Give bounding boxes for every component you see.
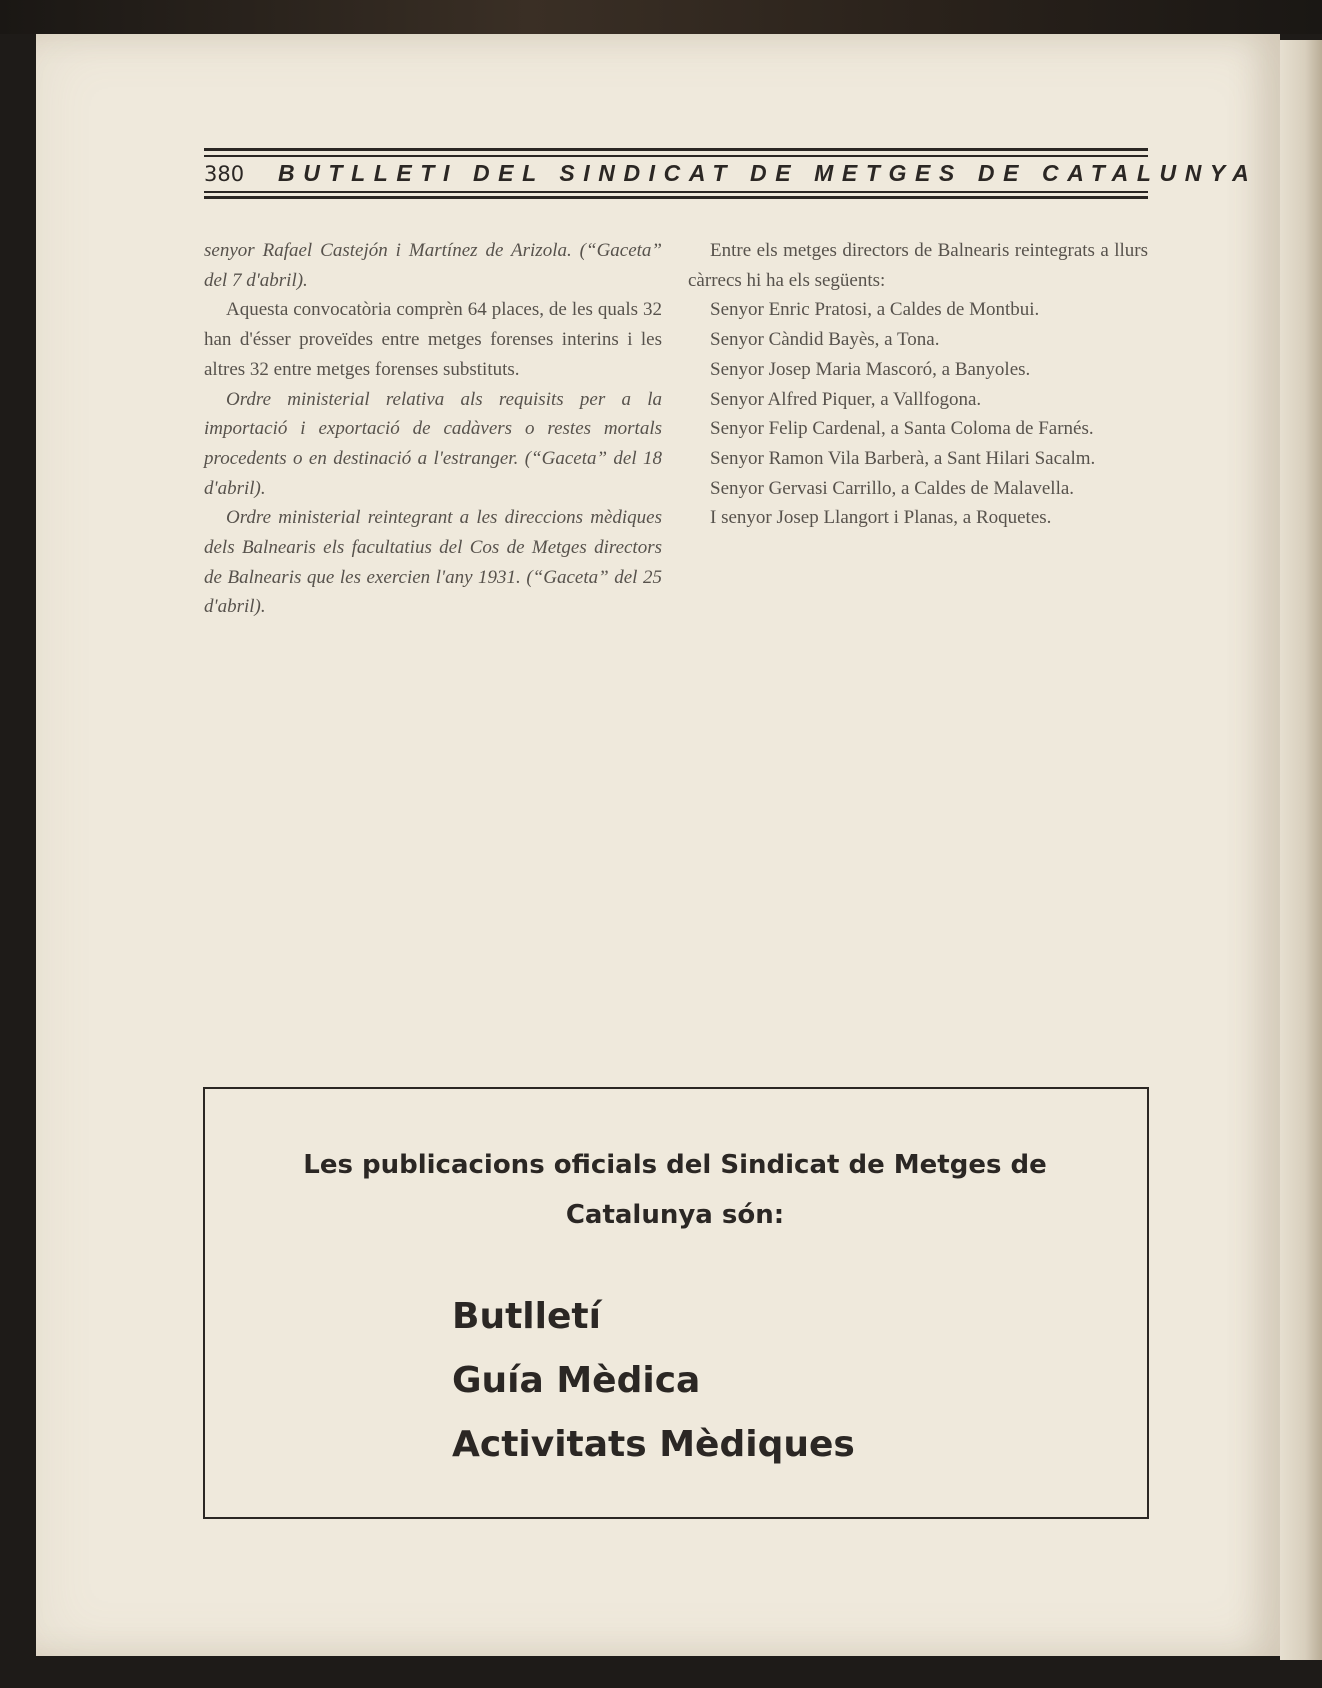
running-title: BUTLLETI DEL SINDICAT DE METGES DE CATALUNYA xyxy=(278,160,1258,186)
publications-list xyxy=(452,1285,855,1477)
header-rule-top-1 xyxy=(204,148,1148,151)
left-column xyxy=(204,236,662,622)
left-paragraph-1: senyor Rafael Castejón i Martínez de Arizola. (“Gaceta” del 7 d'abril). xyxy=(204,240,662,291)
list-item: Senyor Josep Maria Mascoró, a Banyoles. xyxy=(710,358,1031,380)
publication-guia-medica: Guía Mèdica xyxy=(452,1360,701,1401)
next-page-edge xyxy=(1280,40,1322,1660)
right-column xyxy=(688,236,1148,533)
publication-activitats-mediques: Activitats Mèdiques xyxy=(452,1424,855,1465)
right-intro: Entre els metges directors de Balnearis reintegrats a llurs càrrecs hi ha els següents: xyxy=(688,240,1148,291)
list-item: Senyor Alfred Piquer, a Vallfogona. xyxy=(710,388,982,410)
list-item: Senyor Càndid Bayès, a Tona. xyxy=(710,329,940,351)
header-rule-bottom-1 xyxy=(204,191,1148,193)
list-item: Senyor Ramon Vila Barberà, a Sant Hilari Sacalm. xyxy=(710,447,1096,469)
left-paragraph-3: Ordre ministerial relativa als requisits per a la importació i exportació de cadàvers o restes mortals procedents o en destinació a l'estranger. (“Gaceta” del 18 d'abril). xyxy=(204,388,662,499)
header-rule-top-2 xyxy=(204,155,1148,157)
list-item: Senyor Enric Pratosi, a Caldes de Montbui. xyxy=(710,299,1040,321)
scan-background-top xyxy=(0,0,1322,34)
header-rule-bottom-2 xyxy=(204,196,1148,199)
publications-intro: Les publicacions oficials del Sindicat de Metges de Catalunya són: xyxy=(303,1150,1047,1230)
left-paragraph-2: Aquesta convocatòria comprèn 64 places, de les quals 32 han d'ésser proveïdes entre metges forenses interins i les altres 32 entre metges forenses substituts. xyxy=(204,299,662,380)
list-item: I senyor Josep Llangort i Planas, a Roquetes. xyxy=(710,507,1052,529)
publication-butlleti: Butlletí xyxy=(452,1296,601,1337)
list-item: Senyor Gervasi Carrillo, a Caldes de Malavella. xyxy=(710,477,1075,499)
page-number: 380 xyxy=(204,162,245,186)
list-item: Senyor Felip Cardenal, a Santa Coloma de Farnés. xyxy=(710,418,1094,440)
left-paragraph-4: Ordre ministerial reintegrant a les direccions mèdiques dels Balnearis els facultatius del Cos de Metges directors de Balnearis que les exercien l'any 1931. (“Gaceta” del 25 d'abril). xyxy=(204,507,662,618)
